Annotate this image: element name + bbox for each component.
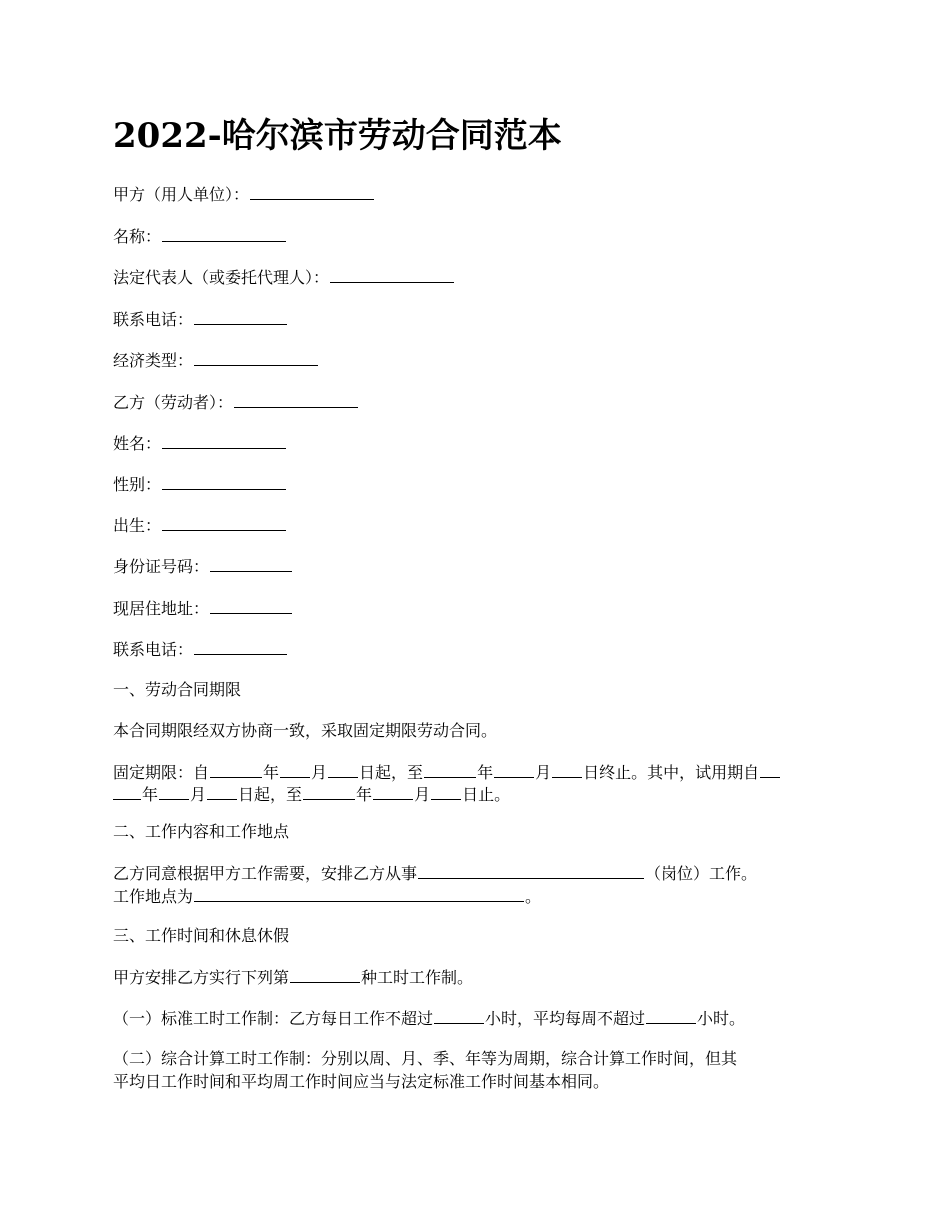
- party-b-id-label: 身份证号码：: [113, 557, 210, 576]
- term-start-year-blank[interactable]: [210, 760, 262, 778]
- party-b-phone-blank[interactable]: [194, 637, 287, 655]
- party-b-name-line: [113, 431, 287, 456]
- position-blank[interactable]: [418, 861, 644, 879]
- probation-text-until: 日起，至: [238, 785, 303, 804]
- party-b-birth-line: [113, 513, 287, 538]
- section2-line1: [113, 861, 757, 886]
- party-b-label: 乙方（劳动者）：: [113, 393, 234, 412]
- party-a-rep-line: [113, 265, 455, 290]
- probation-start-day-blank[interactable]: [207, 782, 237, 800]
- standard-text-daily: （一）标准工时工作制：乙方每日工作不超过: [113, 1009, 434, 1028]
- probation-text-month: 月: [190, 785, 207, 804]
- term-text-from: 固定期限：自: [113, 763, 210, 782]
- party-a-name-blank[interactable]: [162, 224, 286, 242]
- section3-comp-line1: （二）综合计算工时工作制：分别以周、月、季、年等为周期，综合计算工作时间，但其: [113, 1049, 738, 1068]
- party-b-line: [113, 390, 359, 415]
- party-b-address-label: 现居住地址：: [113, 599, 210, 618]
- term-text-month: 月: [311, 763, 328, 782]
- party-b-name-label: 姓名：: [113, 434, 162, 453]
- section2-text-position: 乙方同意根据甲方工作需要，安排乙方从事: [113, 864, 418, 883]
- work-system-blank[interactable]: [290, 965, 360, 983]
- section3-line1: [113, 965, 473, 990]
- party-a-phone-blank[interactable]: [194, 307, 287, 325]
- party-b-gender-label: 性别：: [113, 475, 162, 494]
- probation-start-month-blank[interactable]: [159, 782, 189, 800]
- standard-text-weekly: 小时，平均每周不超过: [485, 1009, 646, 1028]
- probation-text-year2: 年: [356, 785, 373, 804]
- party-a-econ-label: 经济类型：: [113, 351, 194, 370]
- party-b-id-line: [113, 554, 293, 579]
- section1-para1: 本合同期限经双方协商一致，采取固定期限劳动合同。: [113, 721, 498, 740]
- standard-text-end: 小时。: [697, 1009, 746, 1028]
- party-b-phone-label: 联系电话：: [113, 640, 194, 659]
- party-b-blank[interactable]: [234, 390, 358, 408]
- term-text-year: 年: [263, 763, 280, 782]
- party-a-blank[interactable]: [250, 182, 374, 200]
- party-a-label: 甲方（用人单位）：: [113, 185, 250, 204]
- party-a-econ-blank[interactable]: [194, 348, 318, 366]
- section3-text-system-end: 种工时工作制。: [361, 968, 474, 987]
- section1-term-line2: [113, 782, 510, 807]
- party-b-gender-blank[interactable]: [162, 472, 286, 490]
- section3-standard-line: [113, 1006, 745, 1031]
- party-a-phone-line: [113, 307, 288, 332]
- section2-text-position-end: （岗位）工作。: [645, 864, 758, 883]
- work-location-blank[interactable]: [194, 884, 524, 902]
- party-b-phone-line: [113, 637, 288, 662]
- probation-start-year-blank-b[interactable]: [113, 782, 141, 800]
- probation-end-month-blank[interactable]: [373, 782, 413, 800]
- party-a-rep-blank[interactable]: [330, 265, 454, 283]
- party-b-address-blank[interactable]: [210, 596, 292, 614]
- section3-text-system: 甲方安排乙方实行下列第: [113, 968, 290, 987]
- section2-text-period: 。: [525, 887, 542, 906]
- term-start-day-blank[interactable]: [328, 760, 358, 778]
- party-a-name-label: 名称：: [113, 227, 162, 246]
- party-a-name-line: [113, 224, 287, 249]
- term-text-probation: 日终止。其中，试用期自: [583, 763, 760, 782]
- section2-heading: 二、工作内容和工作地点: [113, 822, 290, 841]
- weekly-hours-blank[interactable]: [646, 1006, 696, 1024]
- probation-text-year: 年: [142, 785, 159, 804]
- probation-text-end: 日止。: [462, 785, 511, 804]
- party-b-address-line: [113, 596, 293, 621]
- party-a-phone-label: 联系电话：: [113, 310, 194, 329]
- probation-text-month2: 月: [414, 785, 431, 804]
- party-a-econ-line: [113, 348, 319, 373]
- section2-line2: [113, 884, 541, 909]
- party-b-birth-blank[interactable]: [162, 513, 286, 531]
- probation-end-year-blank[interactable]: [303, 782, 355, 800]
- section2-text-location: 工作地点为: [113, 887, 194, 906]
- section3-heading: 三、工作时间和休息休假: [113, 926, 290, 945]
- party-b-id-blank[interactable]: [210, 554, 292, 572]
- term-text-year2: 年: [477, 763, 494, 782]
- party-b-gender-line: [113, 472, 287, 497]
- section1-heading: 一、劳动合同期限: [113, 680, 242, 699]
- party-b-name-blank[interactable]: [162, 431, 286, 449]
- party-b-birth-label: 出生：: [113, 516, 162, 535]
- term-end-month-blank[interactable]: [494, 760, 534, 778]
- party-a-line: [113, 182, 375, 207]
- probation-start-year-blank-a[interactable]: [760, 760, 780, 778]
- term-start-month-blank[interactable]: [280, 760, 310, 778]
- probation-end-day-blank[interactable]: [431, 782, 461, 800]
- party-a-rep-label: 法定代表人（或委托代理人）：: [113, 268, 330, 287]
- term-end-year-blank[interactable]: [424, 760, 476, 778]
- term-text-month2: 月: [535, 763, 552, 782]
- daily-hours-blank[interactable]: [434, 1006, 484, 1024]
- term-text-until: 日起，至: [359, 763, 424, 782]
- term-end-day-blank[interactable]: [552, 760, 582, 778]
- section3-comp-line2: 平均日工作时间和平均周工作时间应当与法定标准工作时间基本相同。: [113, 1072, 610, 1091]
- document-title: 2022-哈尔滨市劳动合同范本: [113, 116, 562, 156]
